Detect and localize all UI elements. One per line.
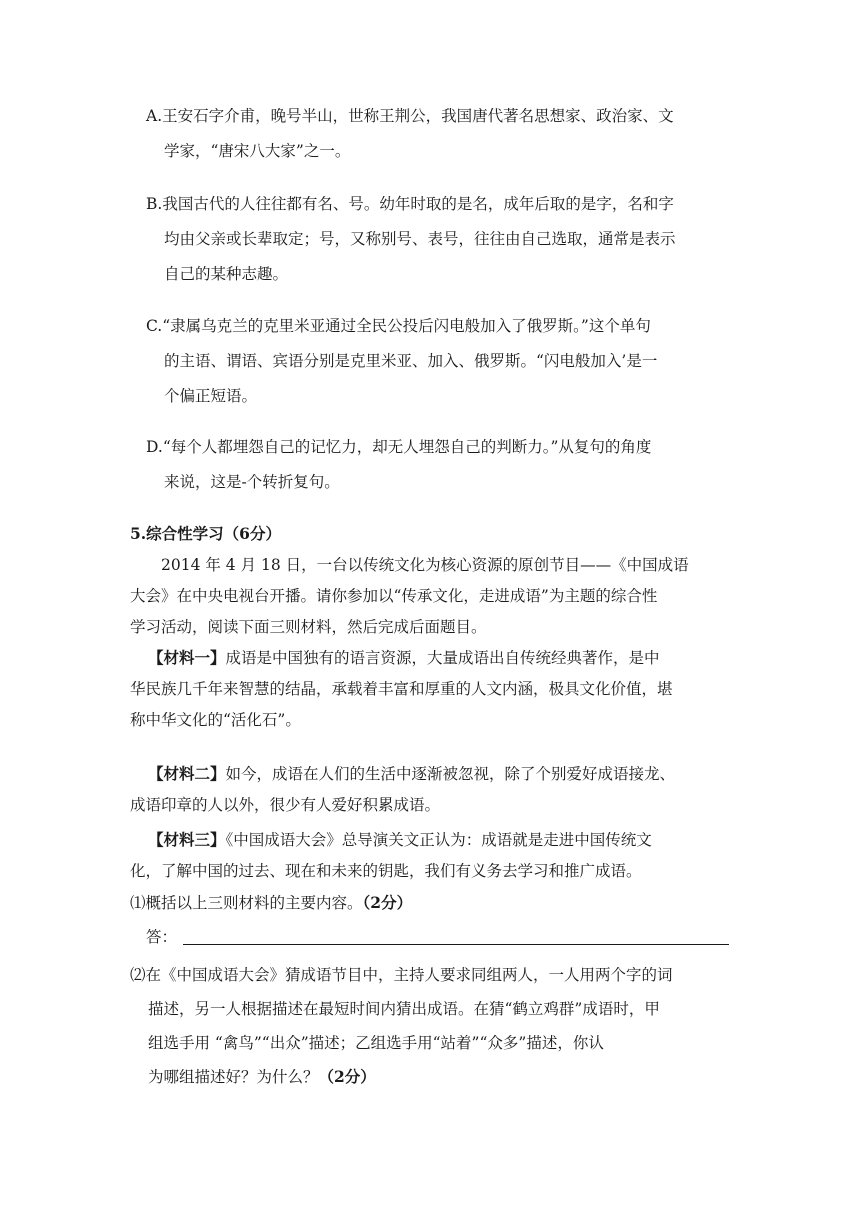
question-2-line-3: 组选手用 “禽鸟”“出众”描述；乙组选手用“站着”“众多”描述，你认: [148, 1034, 604, 1052]
option-d-line-2: 来说，这是-个转折复句。: [164, 473, 340, 491]
option-c: [146, 309, 736, 414]
question-1: ⑴概括以上三则材料的主要内容。（2分）: [130, 893, 413, 912]
option-d-line-1: D.“每个人都埋怨自己的记忆力，却无人埋怨自己的判断力。”从复句的角度: [146, 438, 652, 456]
question-2-score: （2分）: [318, 1067, 376, 1086]
answer-label: 答：: [146, 928, 178, 946]
question-1-score: （2分）: [362, 893, 413, 912]
material-2-line-2: 成语印章的人以外，很少有人爱好积累成语。: [130, 796, 441, 814]
option-b-line-2: 均由父亲或长辈取定；号，又称别号、表号，往往由自己选取，通常是表示: [164, 230, 676, 248]
option-a: [146, 99, 736, 169]
answer-blank-line[interactable]: [183, 944, 729, 945]
material-3-line-1: 【材料三】《中国成语大会》总导演关文正认为：成语就是走进中国传统文: [148, 830, 652, 849]
option-c-line-1: C.“隶属乌克兰的克里米亚通过全民公投后闪电般加入了俄罗斯。”这个单句: [146, 317, 651, 335]
question-2-line-2: 描述，另一人根据描述在最短时间内猜出成语。在猜“鹤立鸡群”成语时，甲: [148, 1000, 660, 1018]
option-c-line-2: 的主语、谓语、宾语分别是克里米亚、加入、俄罗斯。“闪电般加入’是一: [164, 352, 658, 370]
material-2-line-1: 【材料二】如今，成语在人们的生活中逐渐被忽视，除了个别爱好成语接龙、: [148, 764, 676, 783]
intro-line-3: 学习活动，阅读下面三则材料，然后完成后面题目。: [130, 618, 487, 636]
option-a-line-2: 学家，“唐宋八大家”之一。: [164, 142, 351, 160]
intro-line-1: 2014 年 4 月 18 日，一台以传统文化为核心资源的原创节目——《中国成语: [161, 556, 689, 574]
section-heading: 5.综合性学习（6分）: [130, 524, 281, 543]
question-2-line-1: ⑵在《中国成语大会》猜成语节目中，主持人要求同组两人，一人用两个字的词: [130, 966, 673, 984]
material-1-line-1: 【材料一】成语是中国独有的语言资源，大量成语出自传统经典著作，是中: [148, 648, 660, 667]
option-a-line-1: A.王安石字介甫，晚号半山，世称王荆公，我国唐代著名思想家、政治家、文: [146, 107, 674, 125]
option-b-line-1: B.我国古代的人往往都有名、号。幼年时取的是名，成年后取的是字，名和字: [146, 195, 674, 213]
material-1-tag: 【材料一】: [148, 648, 226, 667]
material-2-tag: 【材料二】: [148, 764, 226, 783]
option-d: [146, 430, 736, 500]
option-b: [146, 187, 736, 292]
option-b-line-3: 自己的某种志趣。: [164, 265, 289, 283]
material-3-tag: 【材料三】: [148, 830, 226, 849]
option-c-line-3: 个偏正短语。: [164, 387, 258, 405]
material-3-line-2: 化，了解中国的过去、现在和未来的钥匙，我们有义务去学习和推广成语。: [130, 862, 642, 880]
intro-line-2: 大会》在中央电视台开播。请你参加以“传承文化，走进成语”为主题的综合性: [130, 587, 658, 605]
question-2-line-4: 为哪组描述好？为什么？（2分）: [148, 1067, 376, 1086]
material-1-line-3: 称中华文化的“活化石”。: [130, 711, 301, 729]
material-1-line-2: 华民族几千年来智慧的结晶，承载着丰富和厚重的人文内涵，极具文化价值，堪: [130, 680, 673, 698]
